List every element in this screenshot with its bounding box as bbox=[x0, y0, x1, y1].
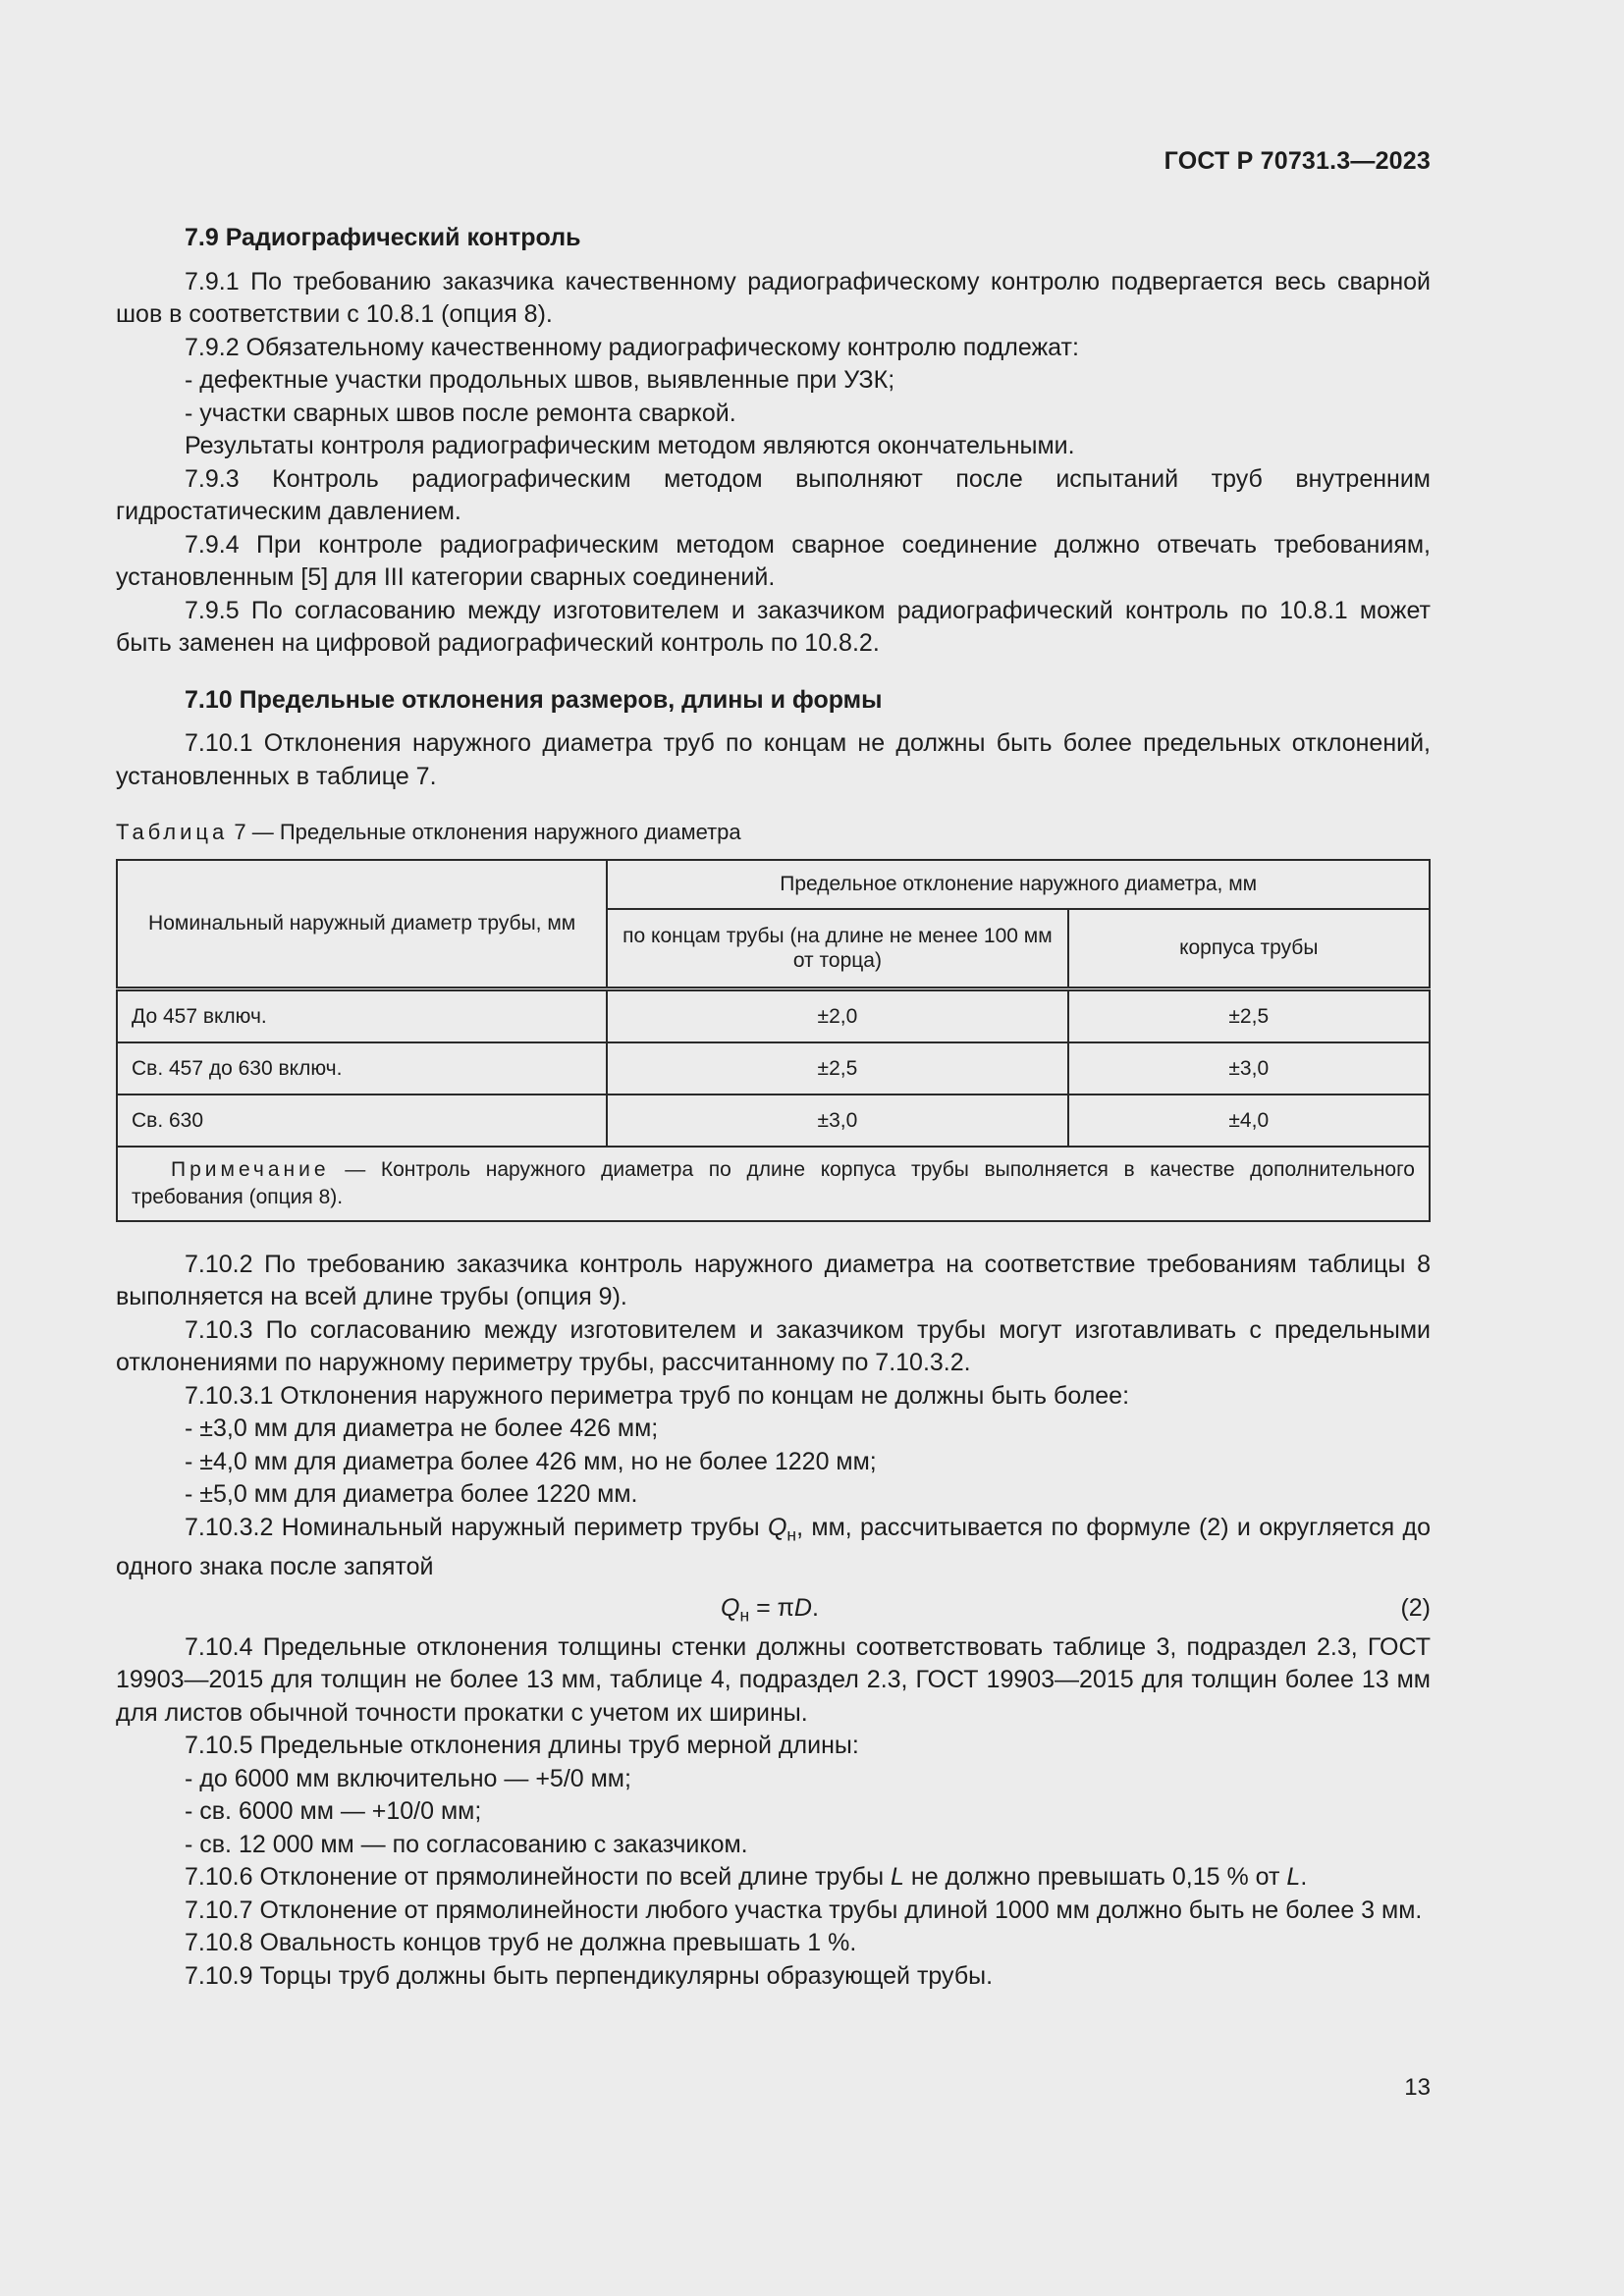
table-note bbox=[117, 1147, 1430, 1221]
cell-ends-deviation: ±2,0 bbox=[607, 988, 1067, 1042]
cell-ends-deviation: ±2,5 bbox=[607, 1042, 1067, 1095]
page-number: 13 bbox=[1404, 2074, 1431, 2101]
cell-nominal-diameter: Св. 457 до 630 включ. bbox=[117, 1042, 607, 1095]
paragraph-7-10-6 bbox=[116, 1861, 1431, 1895]
formula-end: . bbox=[811, 1593, 819, 1622]
paragraph-7-10-9: 7.10.9 Торцы труб должны быть перпендикулярны образующей трубы. bbox=[185, 1961, 994, 1990]
table-row bbox=[117, 1042, 1430, 1095]
symbol-q: Q bbox=[721, 1593, 740, 1622]
list-item: - дефектные участки продольных швов, выявленные при УЗК; bbox=[185, 366, 895, 394]
formula-2 bbox=[116, 1587, 1431, 1629]
paragraph-7-10-4: 7.10.4 Предельные отклонения толщины стенки должны соответствовать таблице 3, подраздел 2.3, ГОСТ 19903—2015 для толщин не более 13 мм, таблице 4, подраздел 2.3, ГОСТ 19903—2015 для толщин более 13 мм для листов обычной точности прокатки с учетом их ширины. bbox=[116, 1632, 1431, 1727]
paragraph-7-10-8: 7.10.8 Овальность концов труб не должна превышать 1 %. bbox=[185, 1929, 857, 1957]
note-text: — Контроль наружного диаметра по длине корпуса трубы выполняется в качестве дополнительного требования (опция 8). bbox=[132, 1157, 1415, 1208]
paragraph-7-10-2: 7.10.2 По требованию заказчика контроль наружного диаметра на соответствие требованиям таблицы 8 выполняется на всей длине трубы (опция 9). bbox=[116, 1250, 1431, 1310]
cell-body-deviation: ±2,5 bbox=[1068, 988, 1430, 1042]
cell-ends-deviation: ±3,0 bbox=[607, 1095, 1067, 1147]
list-item: - ±3,0 мм для диаметра не более 426 мм; bbox=[185, 1415, 659, 1442]
paragraph-7-10-5: 7.10.5 Предельные отклонения длины труб мерной длины: bbox=[185, 1732, 859, 1760]
column-header-pipe-ends: по концам трубы (на длине не менее 100 мм от торца) bbox=[607, 909, 1067, 989]
paragraph-7-10-3-2 bbox=[116, 1512, 1431, 1584]
symbol-d: D bbox=[793, 1593, 812, 1622]
paragraph-7-10-3: 7.10.3 По согласованию между изготовителем и заказчиком трубы могут изготавливать с предельными отклонениями по наружному периметру трубы, рассчитанному по 7.10.3.2. bbox=[116, 1315, 1431, 1376]
text-run: , мм, рассчитывается по формуле (2) и округляется до одного знака после запятой bbox=[116, 1513, 1431, 1581]
table-row bbox=[117, 1095, 1430, 1147]
table-note-row bbox=[117, 1147, 1430, 1221]
paragraph-7-9-1: 7.9.1 По требованию заказчика качественному радиографическому контролю подвергается весь сварной шов в соответствии с 10.8.1 (опция 8). bbox=[116, 267, 1431, 328]
paragraph-7-9-2-result: Результаты контроля радиографическим методом являются окончательными. bbox=[185, 432, 1075, 459]
formula-operator: = π bbox=[749, 1593, 794, 1622]
page-content bbox=[116, 222, 1431, 1993]
cell-body-deviation: ±4,0 bbox=[1068, 1095, 1430, 1147]
table-caption-word: Таблица bbox=[116, 820, 229, 844]
text-run: 7.10.6 Отклонение от прямолинейности по всей длине трубы bbox=[185, 1863, 892, 1892]
list-item: - до 6000 мм включительно — +5/0 мм; bbox=[185, 1764, 631, 1792]
formula-number: (2) bbox=[1400, 1593, 1431, 1622]
symbol-q: Q bbox=[767, 1513, 787, 1541]
paragraph-7-9-4: 7.9.4 При контроле радиографическим методом сварное соединение должно отвечать требованиям, установленным [5] для III категории сварных соединений. bbox=[116, 530, 1431, 591]
table-row bbox=[117, 988, 1430, 1042]
table-7-diameter-deviations bbox=[116, 859, 1431, 1222]
cell-nominal-diameter: Св. 630 bbox=[117, 1095, 607, 1147]
paragraph-7-9-2: 7.9.2 Обязательному качественному радиографическому контролю подлежат: bbox=[185, 333, 1079, 361]
text-run: . bbox=[1300, 1863, 1308, 1892]
document-id-header: ГОСТ Р 70731.3—2023 bbox=[1164, 147, 1431, 175]
subscript-n: н bbox=[786, 1523, 797, 1544]
paragraph-7-9-3: 7.9.3 Контроль радиографическим методом выполняют после испытаний труб внутренним гидростатическим давлением. bbox=[116, 464, 1431, 525]
paragraph-7-10-3-1: 7.10.3.1 Отклонения наружного периметра труб по концам не должны быть более: bbox=[185, 1381, 1130, 1410]
paragraph-7-9-5: 7.9.5 По согласованию между изготовителем и заказчиком радиографический контроль по 10.8.1 может быть заменен на цифровой радиографический контроль по 10.8.2. bbox=[116, 596, 1431, 657]
table-caption-text: 7 — Предельные отклонения наружного диаметра bbox=[234, 820, 741, 844]
list-item: - участки сварных швов после ремонта сваркой. bbox=[185, 399, 736, 427]
paragraph-7-10-7: 7.10.7 Отклонение от прямолинейности любого участка трубы длиной 1000 мм должно быть не более 3 мм. bbox=[185, 1896, 1423, 1924]
cell-nominal-diameter: До 457 включ. bbox=[117, 988, 607, 1042]
subscript-n: н bbox=[739, 1605, 750, 1625]
text-run: 7.10.3.2 Номинальный наружный периметр трубы bbox=[185, 1513, 768, 1541]
column-header-pipe-body: корпуса трубы bbox=[1068, 909, 1430, 989]
list-item: - ±4,0 мм для диаметра более 426 мм, но не более 1220 мм; bbox=[185, 1447, 877, 1475]
symbol-l: L bbox=[891, 1863, 904, 1892]
list-item: - св. 6000 мм — +10/0 мм; bbox=[185, 1797, 482, 1826]
section-heading-7-9: 7.9 Радиографический контроль bbox=[185, 224, 581, 251]
note-word: Примечание bbox=[171, 1157, 330, 1181]
formula-expression bbox=[721, 1587, 819, 1635]
section-heading-7-10: 7.10 Предельные отклонения размеров, длины и формы bbox=[185, 685, 883, 714]
list-item: - ±5,0 мм для диаметра более 1220 мм. bbox=[185, 1480, 638, 1508]
cell-body-deviation: ±3,0 bbox=[1068, 1042, 1430, 1095]
paragraph-7-10-1: 7.10.1 Отклонения наружного диаметра труб по концам не должны быть более предельных отклонений, установленных в таблице 7. bbox=[116, 729, 1431, 790]
column-header-deviation-group: Предельное отклонение наружного диаметра, мм bbox=[607, 860, 1430, 909]
table-caption bbox=[116, 816, 1431, 849]
symbol-l: L bbox=[1286, 1863, 1301, 1892]
list-item: - св. 12 000 мм — по согласованию с заказчиком. bbox=[185, 1830, 748, 1858]
column-header-nominal-diameter: Номинальный наружный диаметр трубы, мм bbox=[117, 860, 607, 989]
text-run: не должно превышать 0,15 % от bbox=[903, 1863, 1287, 1892]
